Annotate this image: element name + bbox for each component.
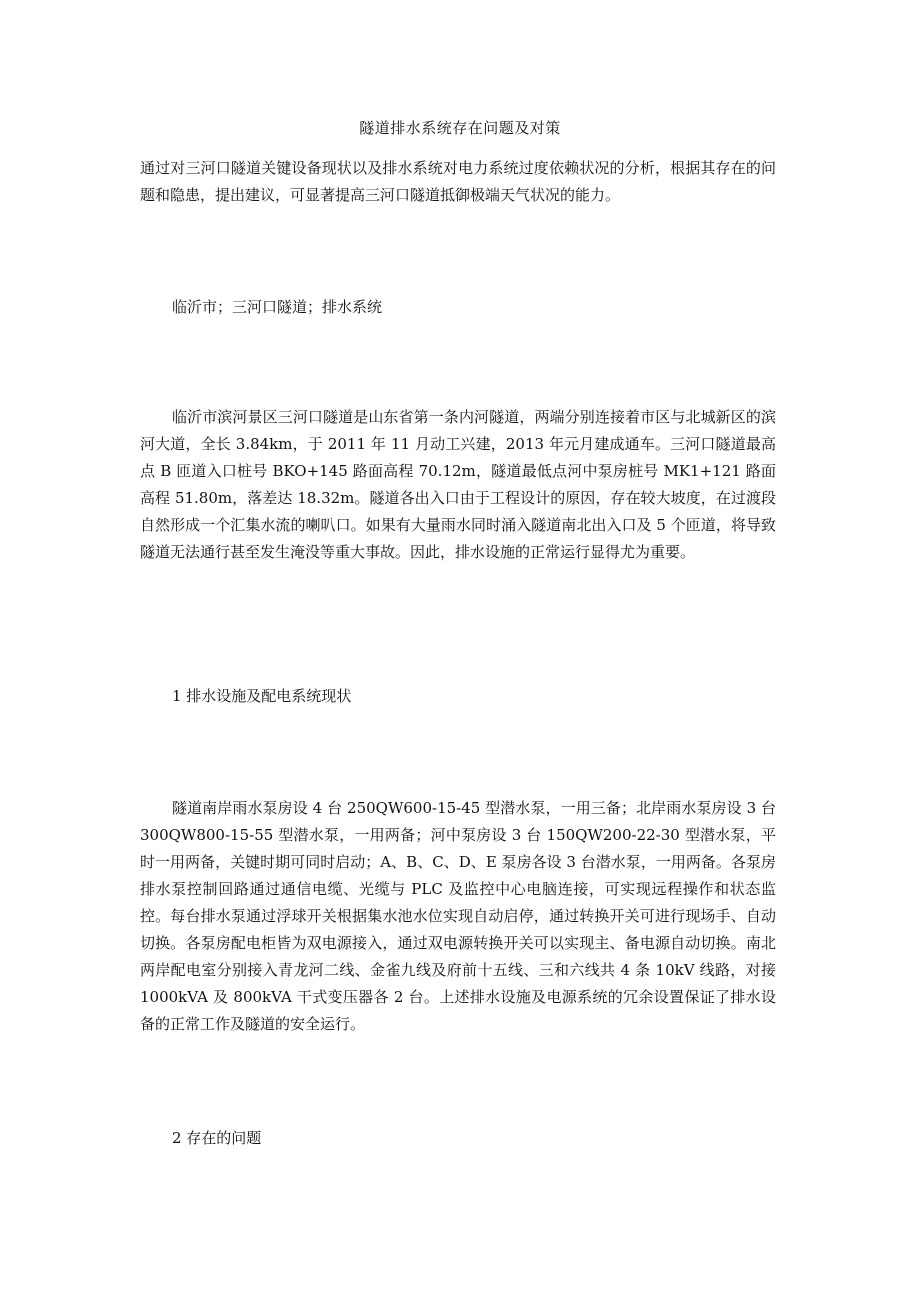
intro-paragraph: 临沂市滨河景区三河口隧道是山东省第一条内河隧道，两端分别连接着市区与北城新区的滨河大道，全长 3.84km，于 2011 年 11 月动工兴建，2013 年元月建成通车。三河口隧道最高点 B 匝道入口桩号 BKO+145 路面高程 70.12m，隧道最低点河中泵房桩号 MK1+121 路面高程 51.80m，落差达 18.32m。隧道各出入口由于工程设计的原因，存在较大坡度，在过渡段自然形成一个汇集水流的喇叭口。如果有大量雨水同时涌入隧道南北出入口及 5 个匝道，将导致隧道无法通行甚至发生淹没等重大事故。因此，排水设施的正常运行显得尤为重要。 — [140, 408, 776, 561]
keywords-line: 临沂市；三河口隧道；排水系统 — [172, 298, 383, 316]
section-2-heading: 2 存在的问题 — [172, 1129, 262, 1147]
document-title: 隧道排水系统存在问题及对策 — [359, 119, 561, 137]
section-1-heading: 1 排水设施及配电系统现状 — [172, 687, 352, 705]
abstract-paragraph: 通过对三河口隧道关键设备现状以及排水系统对电力系统过度依赖状况的分析，根据其存在的问题和隐患，提出建议，可显著提高三河口隧道抵御极端天气状况的能力。 — [140, 159, 776, 204]
section-1-body: 隧道南岸雨水泵房设 4 台 250QW600-15-45 型潜水泵，一用三备；北岸雨水泵房设 3 台 300QW800-15-55 型潜水泵，一用两备；河中泵房设 3 台 150QW200-22-30 型潜水泵，平时一用两备，关键时期可同时启动；A、B、C、D、E 泵房各设 3 台潜水泵，一用两备。各泵房排水泵控制回路通过通信电缆、光缆与 PLC 及监控中心电脑连接，可实现远程操作和状态监控。每台排水泵通过浮球开关根据集水池水位实现自动启停，通过转换开关可进行现场手、自动切换。各泵房配电柜皆为双电源接入，通过双电源转换开关可以实现主、备电源自动切换。南北两岸配电室分别接入青龙河二线、金雀九线及府前十五线、三和六线共 4 条 10kV 线路，对接 1000kVA 及 800kVA 干式变压器各 2 台。上述排水设施及电源系统的冗余设置保证了排水设备的正常工作及隧道的安全运行。 — [140, 799, 776, 1033]
